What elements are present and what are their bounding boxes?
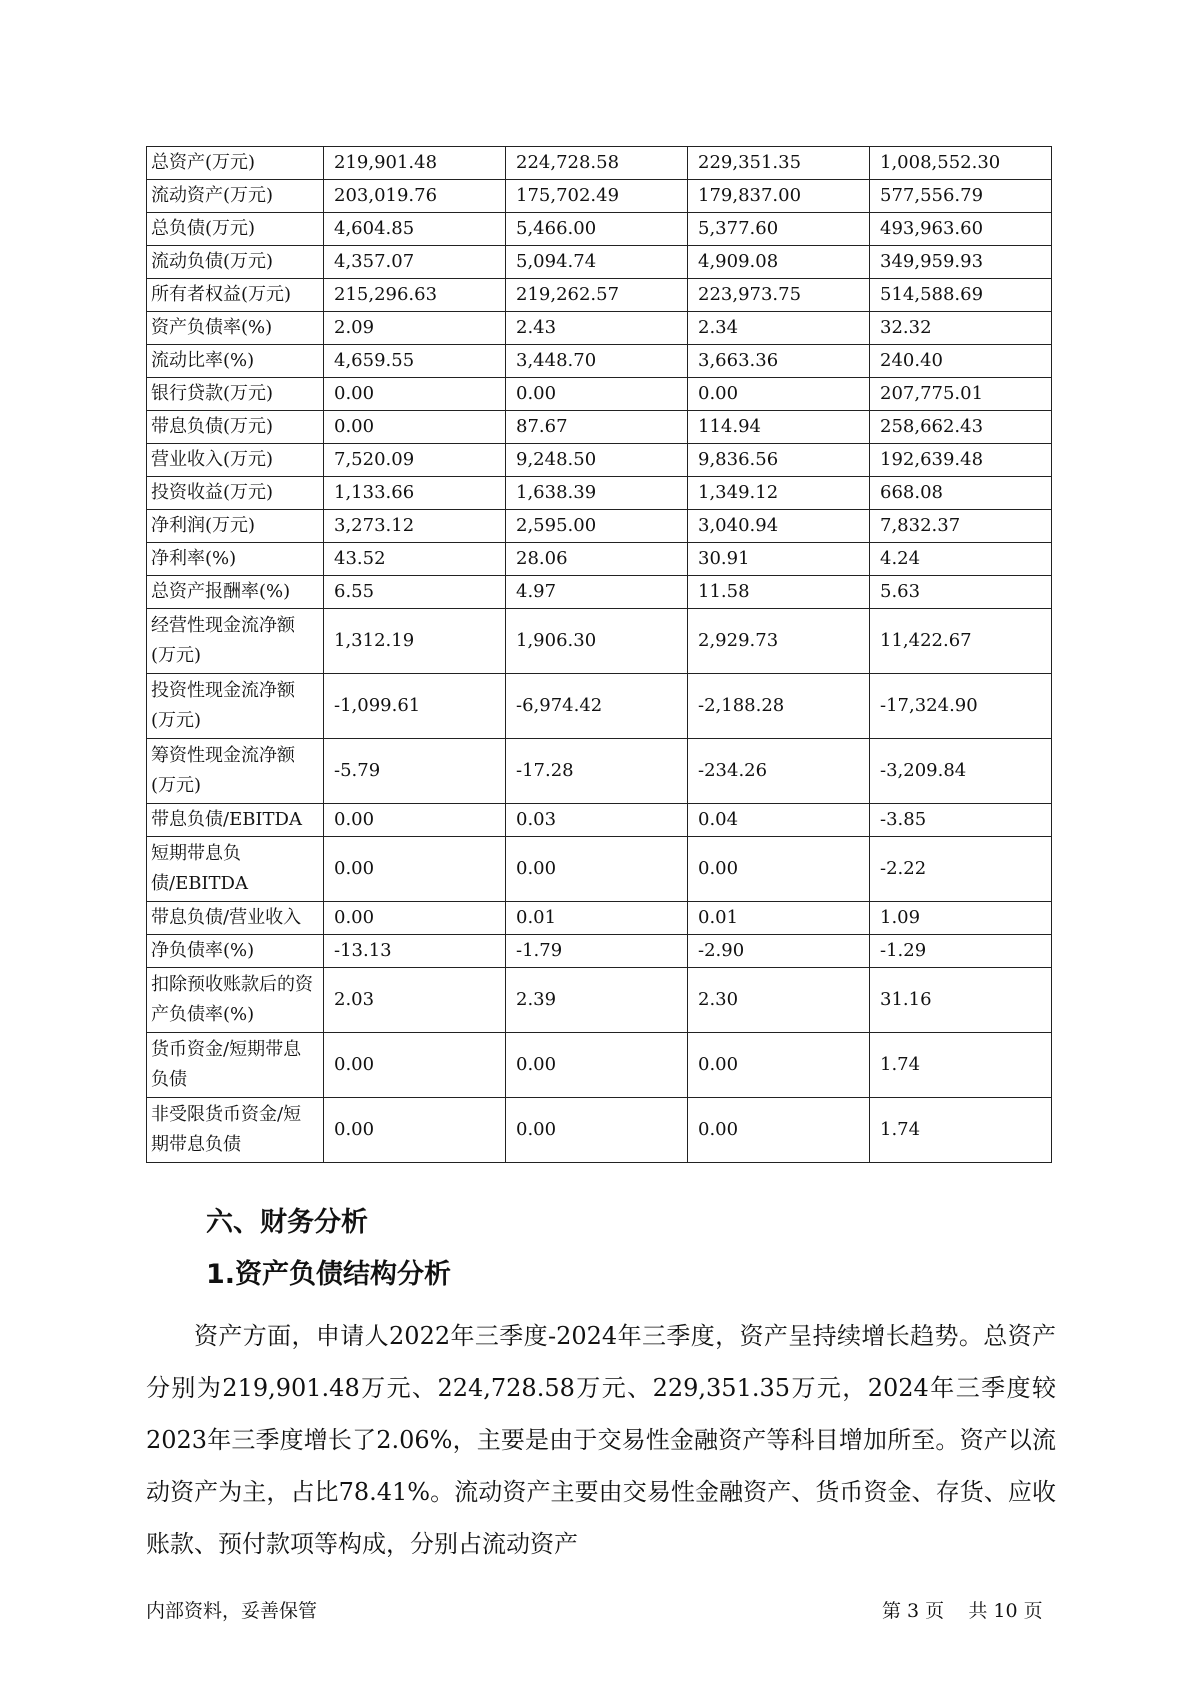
value-cell: 5,466.00	[506, 213, 688, 246]
value-cell: 7,832.37	[870, 510, 1052, 543]
value-cell: 4,604.85	[324, 213, 506, 246]
row-label-cell: 净利润(万元)	[147, 510, 324, 543]
row-label-cell: 所有者权益(万元)	[147, 279, 324, 312]
table-row	[147, 213, 1052, 246]
value-cell: 229,351.35	[688, 147, 870, 180]
row-label-cell: 投资收益(万元)	[147, 477, 324, 510]
value-cell: -1.29	[870, 935, 1052, 968]
value-cell: 2.39	[506, 968, 688, 1033]
row-label-cell: 短期带息负债/EBITDA	[147, 837, 324, 902]
table-row	[147, 279, 1052, 312]
value-cell: 203,019.76	[324, 180, 506, 213]
row-label-cell: 净利率(%)	[147, 543, 324, 576]
table-row	[147, 180, 1052, 213]
table-row	[147, 378, 1052, 411]
table-row	[147, 674, 1052, 739]
value-cell: 11,422.67	[870, 609, 1052, 674]
table-row	[147, 246, 1052, 279]
value-cell: 223,973.75	[688, 279, 870, 312]
table-row	[147, 902, 1052, 935]
value-cell: 0.00	[688, 378, 870, 411]
value-cell: -1,099.61	[324, 674, 506, 739]
table-row	[147, 411, 1052, 444]
value-cell: 4,357.07	[324, 246, 506, 279]
row-label-cell: 非受限货币资金/短期带息负债	[147, 1098, 324, 1163]
value-cell: 0.00	[688, 1033, 870, 1098]
value-cell: 5,094.74	[506, 246, 688, 279]
footer-confidential-note: 内部资料，妥善保管	[146, 1600, 318, 1622]
table-row	[147, 739, 1052, 804]
footer-page-number	[882, 1596, 1043, 1623]
value-cell: 0.04	[688, 804, 870, 837]
value-cell: -2.22	[870, 837, 1052, 902]
value-cell: 6.55	[324, 576, 506, 609]
value-cell: 219,901.48	[324, 147, 506, 180]
table-body	[147, 147, 1052, 1163]
financial-indicators-table	[146, 146, 1052, 1163]
row-label-cell: 货币资金/短期带息负债	[147, 1033, 324, 1098]
table-row	[147, 477, 1052, 510]
row-label-cell: 带息负债/EBITDA	[147, 804, 324, 837]
value-cell: 215,296.63	[324, 279, 506, 312]
value-cell: 43.52	[324, 543, 506, 576]
value-cell: 0.00	[688, 837, 870, 902]
footer-total-label: 共 10 页	[968, 1600, 1043, 1622]
table-row	[147, 444, 1052, 477]
value-cell: 1.09	[870, 902, 1052, 935]
footer-page-label: 第 3 页	[882, 1600, 945, 1622]
value-cell: 28.06	[506, 543, 688, 576]
value-cell: 0.01	[688, 902, 870, 935]
value-cell: 31.16	[870, 968, 1052, 1033]
value-cell: 114.94	[688, 411, 870, 444]
row-label-cell: 净负债率(%)	[147, 935, 324, 968]
row-label-cell: 带息负债/营业收入	[147, 902, 324, 935]
row-label-cell: 流动负债(万元)	[147, 246, 324, 279]
value-cell: 11.58	[688, 576, 870, 609]
value-cell: 668.08	[870, 477, 1052, 510]
value-cell: 1,008,552.30	[870, 147, 1052, 180]
value-cell: 0.00	[506, 1033, 688, 1098]
value-cell: 0.00	[324, 804, 506, 837]
value-cell: -2.90	[688, 935, 870, 968]
body-paragraph: 资产方面，申请人2022年三季度-2024年三季度，资产呈持续增长趋势。总资产分别为219,901.48万元、224,728.58万元、229,351.35万元，2024年三季度较2023年三季度增长了2.06%，主要是由于交易性金融资产等科目增加所至。资产以流动资产为主，占比78.41%。流动资产主要由交易性金融资产、货币资金、存货、应收账款、预付款项等构成，分别占流动资产	[146, 1322, 1056, 1558]
row-label-cell: 投资性现金流净额(万元)	[147, 674, 324, 739]
value-cell: 9,836.56	[688, 444, 870, 477]
value-cell: -6,974.42	[506, 674, 688, 739]
value-cell: 2.30	[688, 968, 870, 1033]
value-cell: 0.03	[506, 804, 688, 837]
value-cell: 5,377.60	[688, 213, 870, 246]
value-cell: 207,775.01	[870, 378, 1052, 411]
value-cell: 0.00	[324, 1033, 506, 1098]
value-cell: 0.00	[324, 1098, 506, 1163]
table-row	[147, 345, 1052, 378]
value-cell: 0.00	[506, 378, 688, 411]
value-cell: 240.40	[870, 345, 1052, 378]
value-cell: 3,040.94	[688, 510, 870, 543]
value-cell: -1.79	[506, 935, 688, 968]
value-cell: 1.74	[870, 1033, 1052, 1098]
row-label-cell: 流动资产(万元)	[147, 180, 324, 213]
value-cell: 1,133.66	[324, 477, 506, 510]
table-row	[147, 1098, 1052, 1163]
value-cell: -2,188.28	[688, 674, 870, 739]
value-cell: 0.00	[324, 837, 506, 902]
value-cell: -3,209.84	[870, 739, 1052, 804]
row-label-cell: 总资产报酬率(%)	[147, 576, 324, 609]
value-cell: 493,963.60	[870, 213, 1052, 246]
value-cell: 4.97	[506, 576, 688, 609]
row-label-cell: 带息负债(万元)	[147, 411, 324, 444]
value-cell: 0.00	[324, 378, 506, 411]
table-row	[147, 804, 1052, 837]
value-cell: 3,273.12	[324, 510, 506, 543]
value-cell: 4,659.55	[324, 345, 506, 378]
value-cell: 0.00	[324, 902, 506, 935]
table-row	[147, 935, 1052, 968]
value-cell: 5.63	[870, 576, 1052, 609]
table-row	[147, 968, 1052, 1033]
row-label-cell: 资产负债率(%)	[147, 312, 324, 345]
value-cell: 7,520.09	[324, 444, 506, 477]
value-cell: 4.24	[870, 543, 1052, 576]
value-cell: 9,248.50	[506, 444, 688, 477]
value-cell: -13.13	[324, 935, 506, 968]
value-cell: -17,324.90	[870, 674, 1052, 739]
value-cell: 0.01	[506, 902, 688, 935]
value-cell: 1,638.39	[506, 477, 688, 510]
value-cell: 577,556.79	[870, 180, 1052, 213]
value-cell: -17.28	[506, 739, 688, 804]
value-cell: -234.26	[688, 739, 870, 804]
value-cell: 2.03	[324, 968, 506, 1033]
value-cell: 179,837.00	[688, 180, 870, 213]
row-label-cell: 银行贷款(万元)	[147, 378, 324, 411]
row-label-cell: 扣除预收账款后的资产负债率(%)	[147, 968, 324, 1033]
value-cell: 224,728.58	[506, 147, 688, 180]
value-cell: 2,595.00	[506, 510, 688, 543]
row-label-cell: 总资产(万元)	[147, 147, 324, 180]
value-cell: 1.74	[870, 1098, 1052, 1163]
row-label-cell: 筹资性现金流净额(万元)	[147, 739, 324, 804]
value-cell: 2,929.73	[688, 609, 870, 674]
table-row	[147, 837, 1052, 902]
value-cell: 3,663.36	[688, 345, 870, 378]
value-cell: 2.43	[506, 312, 688, 345]
row-label-cell: 营业收入(万元)	[147, 444, 324, 477]
table-row	[147, 576, 1052, 609]
value-cell: 32.32	[870, 312, 1052, 345]
value-cell: 192,639.48	[870, 444, 1052, 477]
value-cell: 87.67	[506, 411, 688, 444]
value-cell: 0.00	[506, 837, 688, 902]
value-cell: -5.79	[324, 739, 506, 804]
table-row	[147, 147, 1052, 180]
table-row	[147, 609, 1052, 674]
value-cell: 0.00	[324, 411, 506, 444]
row-label-cell: 总负债(万元)	[147, 213, 324, 246]
value-cell: 258,662.43	[870, 411, 1052, 444]
value-cell: 30.91	[688, 543, 870, 576]
section-heading: 六、财务分析	[206, 1207, 368, 1238]
table-row	[147, 1033, 1052, 1098]
value-cell: 349,959.93	[870, 246, 1052, 279]
value-cell: 219,262.57	[506, 279, 688, 312]
value-cell: 1,312.19	[324, 609, 506, 674]
value-cell: 1,349.12	[688, 477, 870, 510]
row-label-cell: 经营性现金流净额(万元)	[147, 609, 324, 674]
value-cell: 0.00	[688, 1098, 870, 1163]
value-cell: 175,702.49	[506, 180, 688, 213]
value-cell: 514,588.69	[870, 279, 1052, 312]
subsection-heading: 1.资产负债结构分析	[206, 1259, 452, 1290]
table-row	[147, 543, 1052, 576]
row-label-cell: 流动比率(%)	[147, 345, 324, 378]
value-cell: 2.34	[688, 312, 870, 345]
table-row	[147, 312, 1052, 345]
value-cell: 0.00	[506, 1098, 688, 1163]
value-cell: -3.85	[870, 804, 1052, 837]
value-cell: 2.09	[324, 312, 506, 345]
table-row	[147, 510, 1052, 543]
value-cell: 3,448.70	[506, 345, 688, 378]
value-cell: 4,909.08	[688, 246, 870, 279]
value-cell: 1,906.30	[506, 609, 688, 674]
